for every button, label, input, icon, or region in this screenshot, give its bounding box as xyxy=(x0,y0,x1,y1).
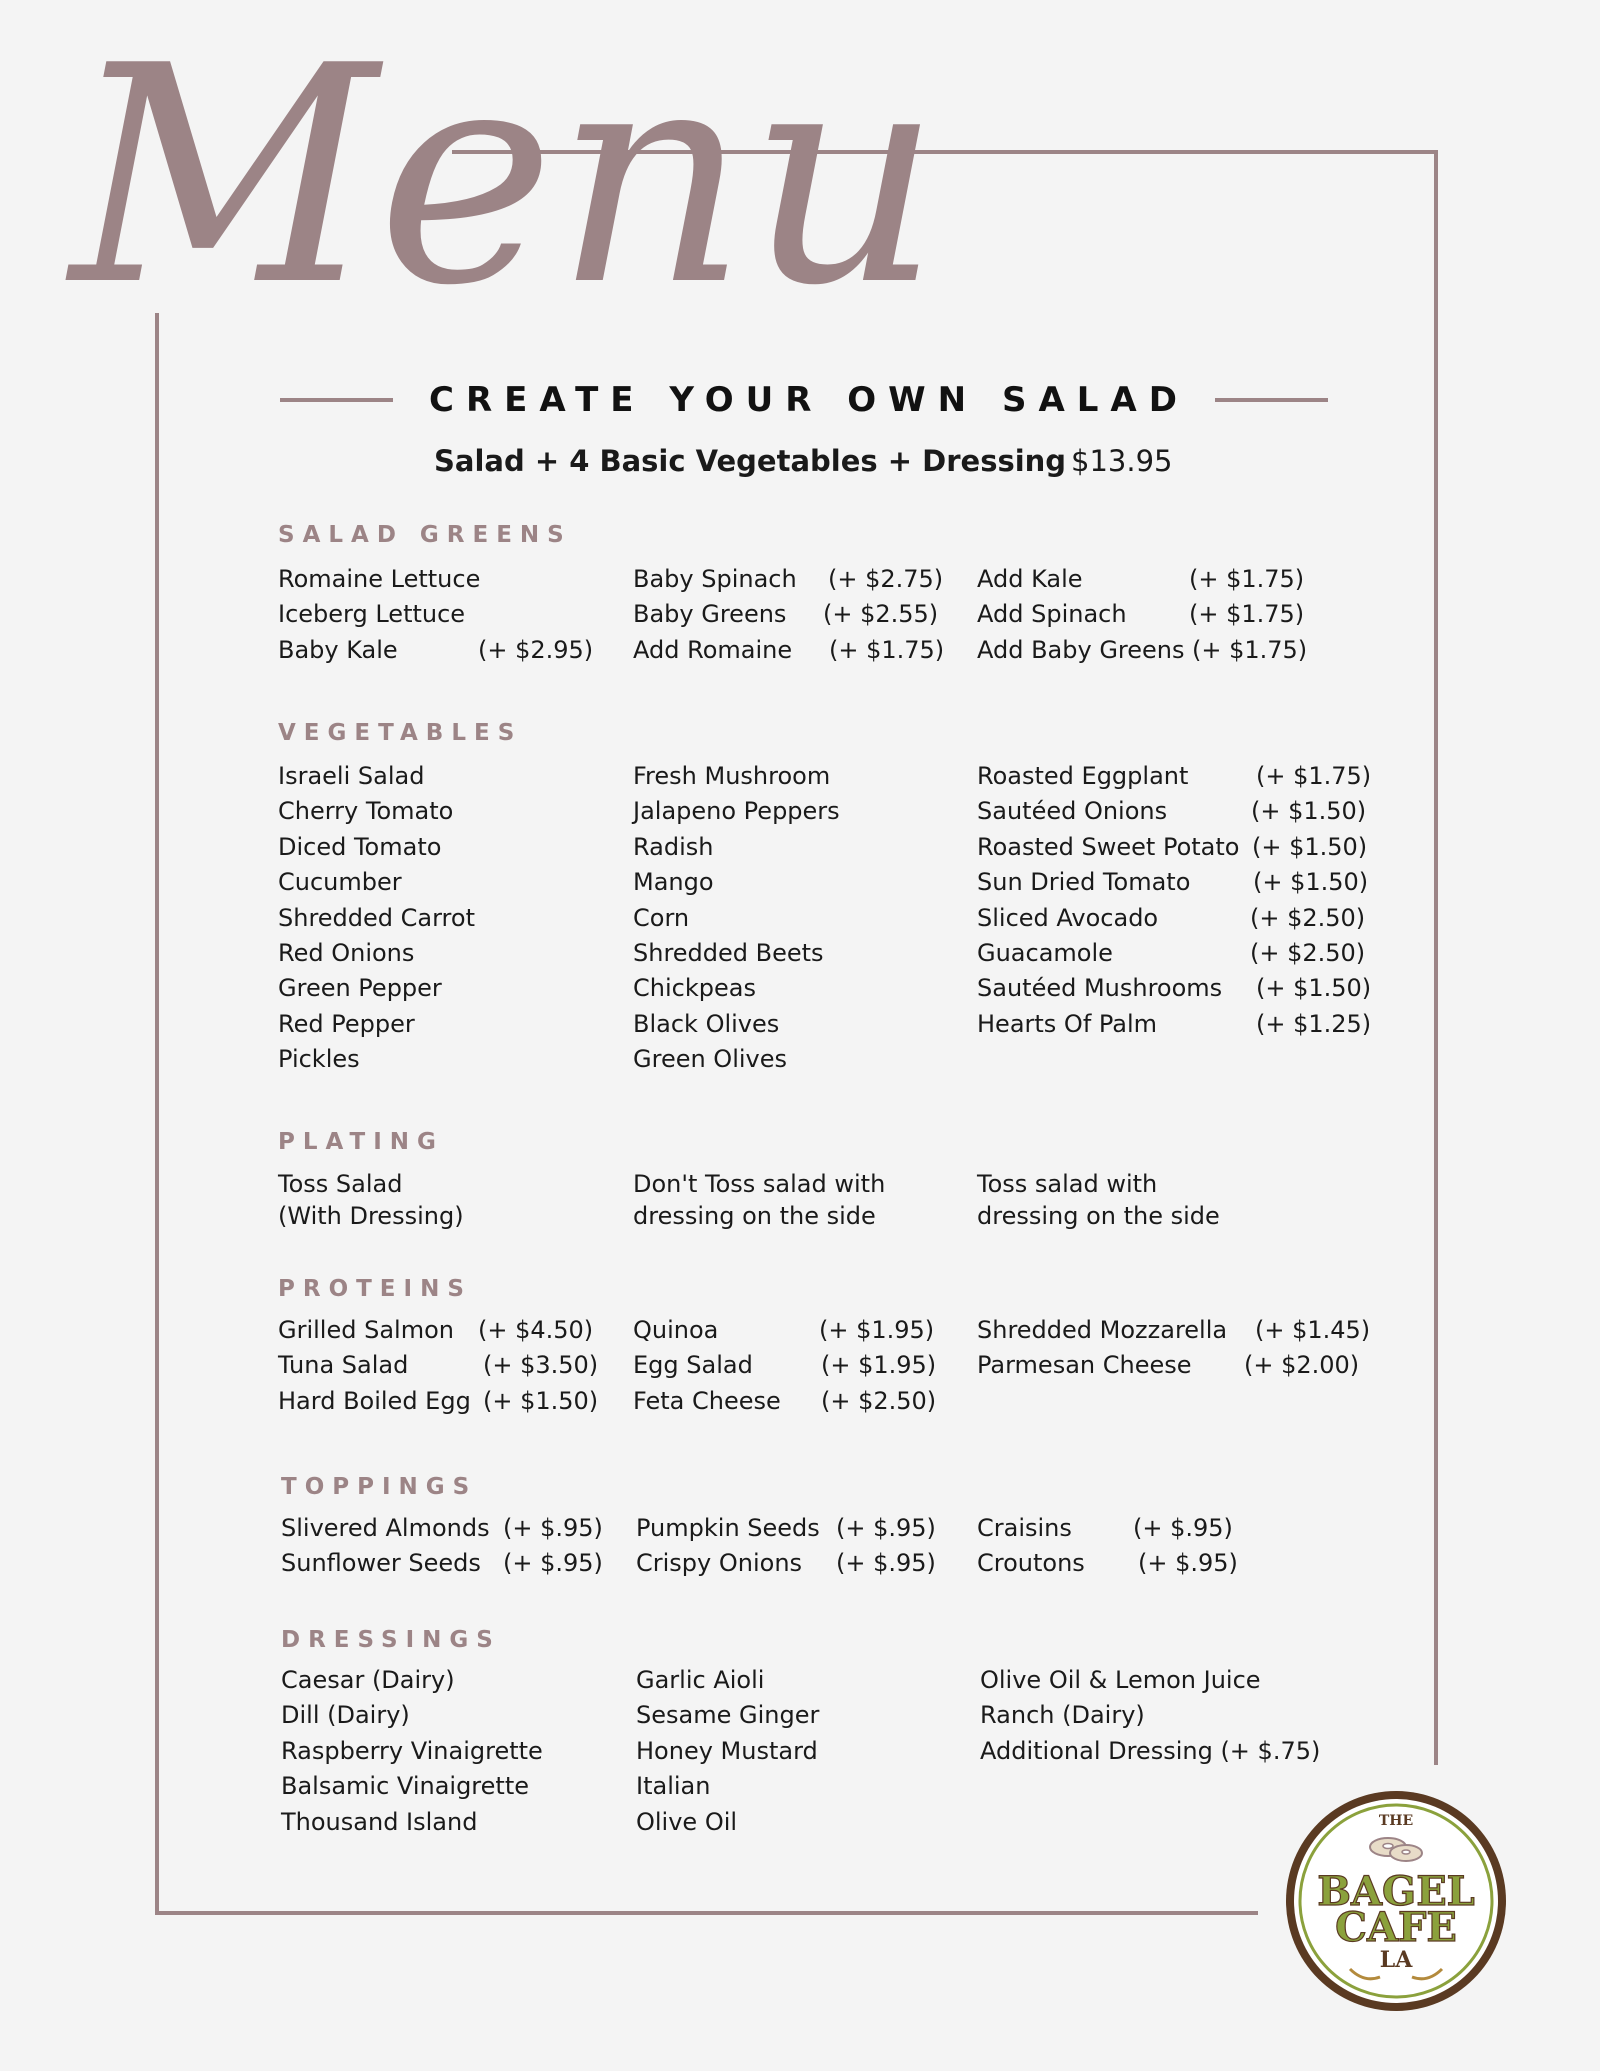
proteins-col-2 xyxy=(633,1313,953,1419)
menu-item: Sautéed Mushrooms (+ $1.50) xyxy=(977,971,1357,1006)
menu-item: Baby Greens (+ $2.55) xyxy=(633,597,953,632)
item-price: (+ $.95) xyxy=(836,1514,936,1542)
menu-item: Red Onions xyxy=(278,938,415,967)
vegetables-col-1 xyxy=(278,759,598,1078)
header-rule-right xyxy=(1215,398,1328,402)
menu-item: Pumpkin Seeds (+ $.95) xyxy=(636,1511,956,1546)
menu-item: Additional Dressing (+ $.75) xyxy=(980,1736,1321,1765)
menu-item: Cucumber xyxy=(278,868,402,897)
menu-item: Dill (Dairy) xyxy=(281,1701,410,1730)
item-price: (+ $.95) xyxy=(1138,1549,1238,1578)
menu-item: Shredded Mozzarella (+ $1.45) xyxy=(977,1313,1357,1348)
menu-item: Roasted Eggplant (+ $1.75) xyxy=(977,759,1357,794)
menu-item: Add Romaine (+ $1.75) xyxy=(633,633,953,668)
base-price: $13.95 xyxy=(1071,444,1173,478)
plating-option-2 xyxy=(633,1168,885,1232)
item-price: (+ $3.50) xyxy=(483,1351,599,1380)
menu-item: Corn xyxy=(633,903,690,932)
plating-line: Toss Salad xyxy=(278,1170,403,1198)
dressings-col-3 xyxy=(980,1663,1340,1769)
section-label-greens: SALAD GREENS xyxy=(278,522,572,548)
menu-item: Parmesan Cheese (+ $2.00) xyxy=(977,1348,1357,1383)
section-label-dressings: DRESSINGS xyxy=(281,1627,501,1653)
menu-item: Pickles xyxy=(278,1045,360,1074)
menu-item: Baby Kale (+ $2.95) xyxy=(278,633,598,668)
item-price: (+ $2.55) xyxy=(823,600,939,629)
item-price: (+ $1.50) xyxy=(1256,974,1372,1003)
section-label-plating: PLATING xyxy=(278,1129,444,1155)
menu-item: Thousand Island xyxy=(281,1807,478,1836)
menu-item: Egg Salad (+ $1.95) xyxy=(633,1348,953,1383)
vegetables-col-2 xyxy=(633,759,953,1078)
frame-bottom-line xyxy=(155,1911,1258,1915)
plating-option-3 xyxy=(977,1168,1220,1232)
menu-item: Garlic Aioli xyxy=(636,1666,765,1694)
toppings-col-2 xyxy=(636,1511,956,1582)
plating-line: (With Dressing) xyxy=(278,1202,464,1230)
menu-item: Red Pepper xyxy=(278,1009,415,1038)
dressings-col-2 xyxy=(636,1663,956,1840)
menu-item: Baby Spinach (+ $2.75) xyxy=(633,562,953,597)
menu-script-title xyxy=(70,0,942,380)
item-price: (+ $1.95) xyxy=(819,1316,935,1344)
greens-col-1 xyxy=(278,562,598,668)
menu-item: Craisins (+ $.95) xyxy=(977,1511,1297,1546)
item-price: (+ $1.75) xyxy=(1256,762,1372,790)
item-price: (+ $2.00) xyxy=(1244,1351,1360,1380)
menu-item: Quinoa (+ $1.95) xyxy=(633,1313,953,1348)
frame-left-line xyxy=(155,313,159,1915)
menu-item: Romaine Lettuce xyxy=(278,565,481,593)
section-header xyxy=(280,378,1328,422)
menu-item: Iceberg Lettuce xyxy=(278,600,466,629)
plating-line: Don't Toss salad with xyxy=(633,1170,886,1198)
menu-item: Olive Oil xyxy=(636,1807,738,1836)
menu-item: Sliced Avocado (+ $2.50) xyxy=(977,901,1357,936)
item-price: (+ $2.50) xyxy=(821,1386,937,1415)
item-price: (+ $1.50) xyxy=(483,1386,599,1415)
menu-item: Roasted Sweet Potato (+ $1.50) xyxy=(977,830,1357,865)
logo-text-bagel: BAGEL xyxy=(1317,1868,1475,1915)
menu-item: Cherry Tomato xyxy=(278,797,454,826)
item-price: (+ $.95) xyxy=(503,1549,603,1578)
menu-item: Hearts Of Palm (+ $1.25) xyxy=(977,1007,1357,1042)
menu-item: Add Baby Greens (+ $1.75) xyxy=(977,633,1307,668)
item-price: (+ $1.95) xyxy=(821,1351,937,1380)
greens-col-2 xyxy=(633,562,953,668)
item-price: (+ $2.50) xyxy=(1250,938,1366,967)
proteins-col-1 xyxy=(278,1313,608,1419)
menu-item: Olive Oil & Lemon Juice xyxy=(980,1666,1261,1694)
item-price: (+ $1.50) xyxy=(1253,868,1369,897)
menu-item: Slivered Almonds (+ $.95) xyxy=(281,1511,621,1546)
base-description: Salad + 4 Basic Vegetables + Dressing xyxy=(434,444,1067,478)
menu-item: Grilled Salmon (+ $4.50) xyxy=(278,1313,608,1348)
menu-item: Mango xyxy=(633,868,714,897)
menu-item: Chickpeas xyxy=(633,974,756,1003)
plating-line: Toss salad with xyxy=(977,1170,1158,1198)
svg-text:Menu: Menu xyxy=(70,2,942,351)
menu-item: Sesame Ginger xyxy=(636,1701,820,1730)
item-price: (+ $2.75) xyxy=(828,565,944,593)
menu-item: Black Olives xyxy=(633,1009,780,1038)
menu-item: Sun Dried Tomato (+ $1.50) xyxy=(977,865,1357,900)
section-label-toppings: TOPPINGS xyxy=(281,1474,478,1500)
menu-item: Tuna Salad (+ $3.50) xyxy=(278,1348,608,1383)
item-price: (+ $1.75) xyxy=(1189,600,1305,629)
menu-item: Radish xyxy=(633,832,714,861)
menu-item: Jalapeno Peppers xyxy=(633,797,840,826)
menu-item: Green Pepper xyxy=(278,974,442,1003)
menu-item: Sautéed Onions (+ $1.50) xyxy=(977,794,1357,829)
menu-item: Israeli Salad xyxy=(278,762,425,790)
plating-line: dressing on the side xyxy=(977,1202,1220,1230)
plating-option-1 xyxy=(278,1168,464,1232)
item-price: (+ $1.25) xyxy=(1256,1009,1372,1038)
item-price: (+ $.95) xyxy=(1133,1514,1233,1542)
toppings-col-3 xyxy=(977,1511,1297,1582)
item-price: (+ $.95) xyxy=(836,1549,936,1578)
item-price: (+ $2.50) xyxy=(1250,903,1366,932)
menu-item: Green Olives xyxy=(633,1045,788,1074)
item-price: (+ $.95) xyxy=(503,1514,603,1542)
menu-item: Caesar (Dairy) xyxy=(281,1666,455,1694)
toppings-col-1 xyxy=(281,1511,621,1582)
greens-col-3 xyxy=(977,562,1307,668)
logo-text-la: LA xyxy=(1379,1947,1413,1973)
plating-line: dressing on the side xyxy=(633,1202,876,1230)
item-price: (+ $4.50) xyxy=(478,1316,594,1344)
menu-item: Sunflower Seeds (+ $.95) xyxy=(281,1546,621,1581)
menu-item: Crispy Onions (+ $.95) xyxy=(636,1546,956,1581)
menu-item: Ranch (Dairy) xyxy=(980,1701,1145,1730)
section-label-proteins: PROTEINS xyxy=(278,1276,472,1302)
menu-item: Honey Mustard xyxy=(636,1736,818,1765)
menu-item: Feta Cheese (+ $2.50) xyxy=(633,1384,953,1419)
menu-item: Italian xyxy=(636,1772,711,1801)
menu-item: Balsamic Vinaigrette xyxy=(281,1772,529,1801)
section-label-vegetables: VEGETABLES xyxy=(278,720,523,746)
dressings-col-1 xyxy=(281,1663,601,1840)
menu-item: Fresh Mushroom xyxy=(633,762,831,790)
menu-item: Guacamole (+ $2.50) xyxy=(977,936,1357,971)
header-rule-left xyxy=(280,398,393,402)
menu-item: Shredded Carrot xyxy=(278,903,475,932)
menu-item: Shredded Beets xyxy=(633,938,824,967)
page-title: CREATE YOUR OWN SALAD xyxy=(429,380,1189,420)
item-price: (+ $1.75) xyxy=(1192,635,1308,664)
item-price: (+ $1.75) xyxy=(829,635,945,664)
item-price: (+ $1.50) xyxy=(1252,832,1368,861)
logo-text-the: THE xyxy=(1378,1813,1414,1829)
logo-text-cafe: CAFE xyxy=(1335,1904,1457,1951)
vegetables-col-3 xyxy=(977,759,1372,1042)
item-price: (+ $1.75) xyxy=(1189,565,1305,593)
menu-item: Add Spinach (+ $1.75) xyxy=(977,597,1307,632)
item-price: (+ $2.95) xyxy=(478,635,594,664)
proteins-col-3 xyxy=(977,1313,1371,1384)
menu-item: Croutons (+ $.95) xyxy=(977,1546,1297,1581)
menu-item: Add Kale (+ $1.75) xyxy=(977,562,1307,597)
frame-right-line xyxy=(1434,150,1438,1765)
menu-item: Hard Boiled Egg (+ $1.50) xyxy=(278,1384,608,1419)
item-price: (+ $1.50) xyxy=(1251,797,1367,826)
menu-item: Diced Tomato xyxy=(278,832,442,861)
bagel-cafe-logo xyxy=(1284,1789,1508,2013)
item-price: (+ $1.45) xyxy=(1255,1316,1371,1344)
menu-item: Raspberry Vinaigrette xyxy=(281,1736,543,1765)
